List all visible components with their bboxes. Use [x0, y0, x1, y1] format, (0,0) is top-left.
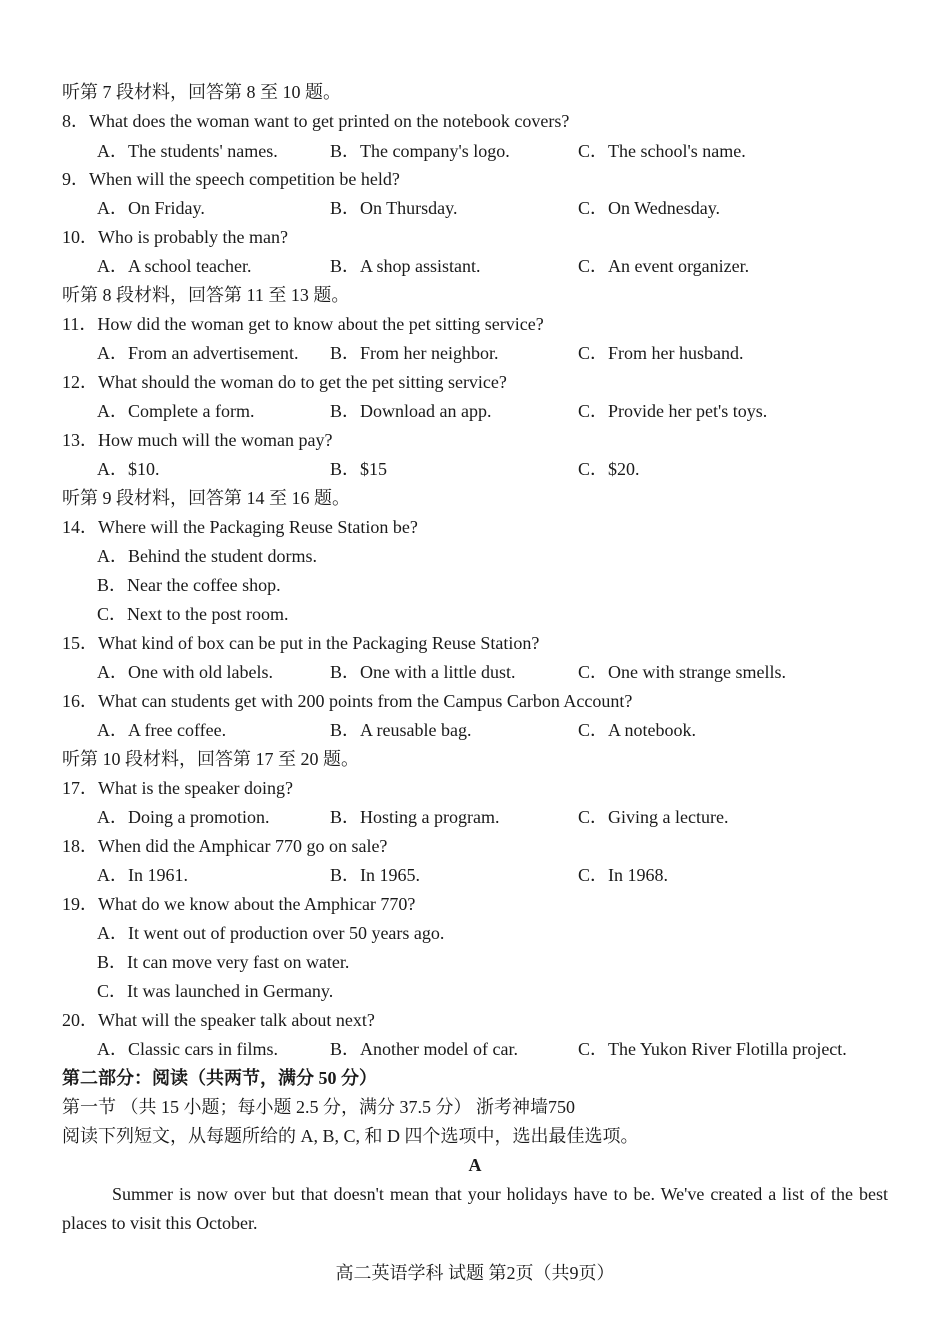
question-15-option-c: C．One with strange smells. — [578, 662, 786, 682]
question-12-option-b: B．Download an app. — [330, 401, 492, 421]
question-19-option-a: A．It went out of production over 50 years ago. — [97, 923, 445, 943]
question-17-option-b: B．Hosting a program. — [330, 807, 500, 827]
section-header-7: 听第 7 段材料，回答第 8 至 10 题。 — [62, 82, 341, 102]
section-header-9: 听第 9 段材料，回答第 14 至 16 题。 — [62, 488, 350, 508]
question-15-option-a: A．One with old labels. — [97, 662, 273, 682]
page-footer: 高二英语学科 试题 第2页（共9页） — [335, 1263, 615, 1283]
question-14-stem: 14．Where will the Packaging Reuse Station be? — [62, 517, 418, 537]
question-12-stem: 12．What should the woman do to get the pet sitting service? — [62, 372, 507, 392]
question-9-stem: 9．When will the speech competition be held? — [62, 169, 400, 189]
passage-label: A — [468, 1155, 482, 1175]
question-16-option-a: A．A free coffee. — [97, 720, 227, 740]
question-13-stem: 13．How much will the woman pay? — [62, 430, 333, 450]
question-20-stem: 20．What will the speaker talk about next? — [62, 1010, 375, 1030]
question-9-option-a: A．On Friday. — [97, 198, 205, 218]
question-12-option-c: C．Provide her pet's toys. — [578, 401, 768, 421]
question-8-stem: 8．What does the woman want to get printed on the notebook covers? — [62, 111, 570, 131]
question-9-option-b: B．On Thursday. — [330, 198, 458, 218]
question-14-option-c: C．Next to the post room. — [97, 604, 289, 624]
passage-text: Summer is now over but that doesn't mean that your holidays have to be. We've created a list of the best places to visit this October. — [62, 1184, 888, 1233]
question-8-option-c: C．The school's name. — [578, 141, 746, 161]
question-19-option-c: C．It was launched in Germany. — [97, 981, 334, 1001]
question-11-option-c: C．From her husband. — [578, 343, 744, 363]
question-17-option-a: A．Doing a promotion. — [97, 807, 270, 827]
question-16-option-c: C．A notebook. — [578, 720, 697, 740]
question-11-stem: 11．How did the woman get to know about the pet sitting service? — [62, 314, 544, 334]
question-9-option-c: C．On Wednesday. — [578, 198, 721, 218]
question-16-option-b: B．A reusable bag. — [330, 720, 472, 740]
question-20-option-a: A．Classic cars in films. — [97, 1039, 278, 1059]
question-10-option-a: A．A school teacher. — [97, 256, 252, 276]
question-19-stem: 19．What do we know about the Amphicar 770? — [62, 894, 416, 914]
question-18-option-a: A．In 1961. — [97, 865, 188, 885]
question-17-stem: 17．What is the speaker doing? — [62, 778, 293, 798]
question-12-option-a: A．Complete a form. — [97, 401, 255, 421]
part-2-title: 第二部分：阅读（共两节，满分 50 分） — [62, 1068, 377, 1088]
question-13-option-a: A．$10. — [97, 459, 160, 479]
question-20-option-c: C．The Yukon River Flotilla project. — [578, 1039, 847, 1059]
question-15-stem: 15．What kind of box can be put in the Packaging Reuse Station? — [62, 633, 540, 653]
question-18-stem: 18．When did the Amphicar 770 go on sale? — [62, 836, 388, 856]
question-10-option-c: C．An event organizer. — [578, 256, 750, 276]
question-19-option-b: B．It can move very fast on water. — [97, 952, 350, 972]
part-2-instruction: 阅读下列短文，从每题所给的 A, B, C, 和 D 四个选项中，选出最佳选项。 — [62, 1126, 639, 1146]
question-16-stem: 16．What can students get with 200 points from the Campus Carbon Account? — [62, 691, 633, 711]
question-18-option-b: B．In 1965. — [330, 865, 420, 885]
question-10-stem: 10．Who is probably the man? — [62, 227, 288, 247]
section-header-8: 听第 8 段材料，回答第 11 至 13 题。 — [62, 285, 350, 305]
question-11-option-a: A．From an advertisement. — [97, 343, 299, 363]
question-13-option-c: C．$20. — [578, 459, 640, 479]
part-2-section-1-header: 第一节 （共 15 小题；每小题 2.5 分，满分 37.5 分） 浙考神墙750 — [62, 1097, 575, 1117]
section-header-10: 听第 10 段材料，回答第 17 至 20 题。 — [62, 749, 359, 769]
question-17-option-c: C．Giving a lecture. — [578, 807, 729, 827]
question-13-option-b: B．$15 — [330, 459, 388, 479]
question-11-option-b: B．From her neighbor. — [330, 343, 499, 363]
question-15-option-b: B．One with a little dust. — [330, 662, 516, 682]
question-14-option-b: B．Near the coffee shop. — [97, 575, 281, 595]
question-8-option-a: A．The students' names. — [97, 141, 278, 161]
question-14-option-a: A．Behind the student dorms. — [97, 546, 317, 566]
question-10-option-b: B．A shop assistant. — [330, 256, 481, 276]
question-20-option-b: B．Another model of car. — [330, 1039, 518, 1059]
question-8-option-b: B．The company's logo. — [330, 141, 510, 161]
question-18-option-c: C．In 1968. — [578, 865, 668, 885]
